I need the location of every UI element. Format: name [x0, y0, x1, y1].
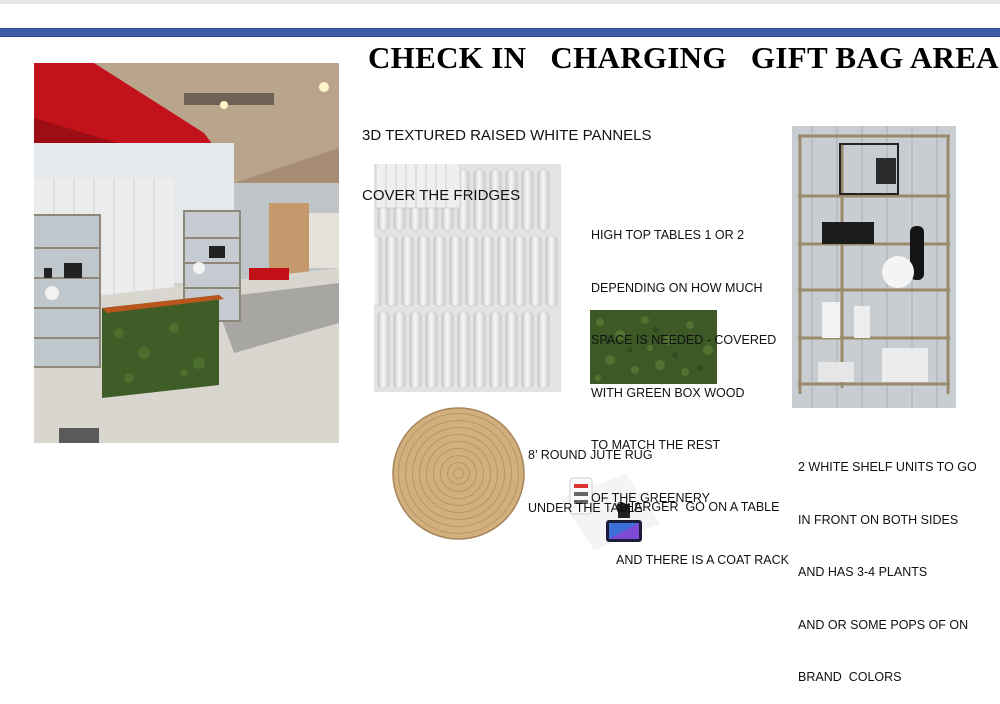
top-edge-line	[0, 0, 1000, 4]
tables-note-line: TO MATCH THE REST	[591, 438, 721, 452]
jute-rug-image	[392, 407, 525, 540]
tables-note-line: DEPENDING ON HOW MUCH	[591, 280, 763, 295]
lobby-rendering-image	[34, 63, 339, 443]
shelves-note-line: AND OR SOME POPS OF ON	[798, 617, 969, 632]
tables-note-line: SPACE IS NEEDED - COVERED	[591, 333, 777, 347]
tables-note-line: HIGH TOP TABLES 1 OR 2	[591, 228, 745, 242]
charger-note-line: AND THERE IS A COAT RACK	[616, 552, 789, 567]
shelves-note-line: AND HAS 3-4 PLANTS	[798, 565, 928, 579]
shelves-note	[798, 424, 977, 704]
shelves-note-line: IN FRONT ON BOTH SIDES	[798, 512, 959, 527]
rug-note-line: UNDER THE TABLE	[528, 500, 643, 515]
page-title: CHECK IN CHARGING GIFT BAG AREA	[368, 40, 999, 75]
rug-note-line: 8’ ROUND JUTE RUG	[528, 448, 653, 462]
charger-note	[616, 464, 789, 587]
panels-note-line: 3D TEXTURED RAISED WHITE PANNELS	[362, 127, 652, 144]
panels-note-line: COVER THE FRIDGES	[362, 187, 521, 204]
shelves-note-line: BRAND COLORS	[798, 670, 902, 684]
shelf-unit-image	[792, 126, 956, 408]
charger-note-line: CHARGER GO ON A TABLE	[616, 500, 780, 514]
tables-note-line: OF THE GREENERY	[591, 490, 711, 505]
header-bar	[0, 28, 1000, 37]
tables-note-line: WITH GREEN BOX WOOD	[591, 385, 745, 400]
shelves-note-line: 2 WHITE SHELF UNITS TO GO	[798, 460, 977, 474]
